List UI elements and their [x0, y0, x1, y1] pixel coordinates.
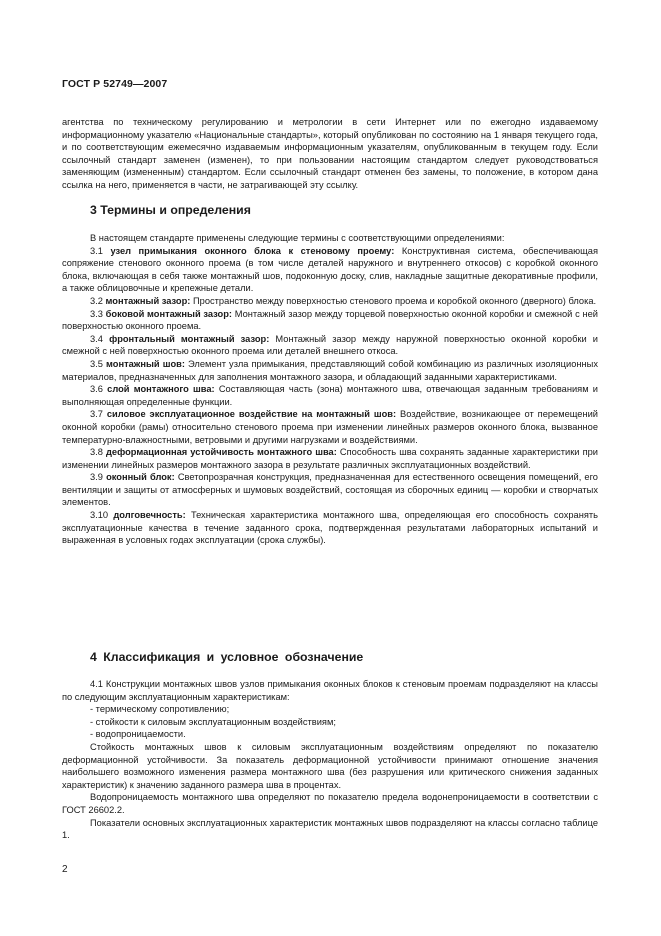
section-4-body	[62, 678, 598, 842]
section-4-para-2: Стойкость монтажных швов к силовым эксплуатационным воздействиям определяют по показателю деформационной устойчивости. За показатель деформационной устойчивости принимают отношение значения наибольшего возможного изменения размера монтажного шва (без разрушения или критического снижения заданных характеристик) к значению заданного размера шва в процентах.	[62, 741, 598, 790]
section-3-body	[62, 232, 598, 547]
term-definition	[62, 333, 598, 358]
section-3-heading: 3 Термины и определения	[90, 203, 251, 217]
term-name: монтажный шов:	[106, 358, 185, 369]
section-3-lead: В настоящем стандарте применены следующие термины с соответствующими определениями:	[90, 233, 505, 243]
term-number: 3.6	[90, 384, 103, 395]
term-number: 3.8	[90, 447, 103, 458]
term-definition	[62, 308, 598, 333]
page-number: 2	[62, 864, 68, 875]
intro-text: агентства по техническому регулированию и метрологии в сети Интернет или по ежегодно издаваемому информационному указателю «Национальные стандарты», который опубликован по состоянию на 1 января текущего года, и по соответствующим ежемесячно издаваемым информационным указателям, опубликованным в текущем году. Если ссылочный стандарт заменен (изменен), то при пользовании настоящим стандартом следует руководствоваться заменяющим (измененным) стандартом. Если ссылочный стандарт отменен без замены, то положение, в котором дана ссылка на него, применяется в части, не затрагивающей эту ссылку.	[62, 117, 598, 190]
list-item: - термическому сопротивлению;	[90, 704, 230, 715]
term-definition	[62, 408, 598, 446]
term-name: фронтальный монтажный зазор:	[109, 333, 270, 344]
term-text: Способность шва сохранять заданные характеристики при изменении линейных размеров монтажного зазора в результате различных эксплуатационных воздействий.	[62, 447, 598, 470]
term-name: оконный блок:	[106, 472, 175, 483]
term-number: 3.1	[90, 245, 103, 256]
term-definition	[62, 509, 598, 547]
term-number: 3.9	[90, 472, 103, 483]
term-name: узел примыкания оконного блока к стеновому проему:	[110, 245, 395, 256]
term-text: Составляющая часть (зона) монтажного шва, отвечающая заданным требованиям и выполняющая определенные функции.	[62, 384, 598, 407]
section-4-heading	[90, 650, 363, 664]
term-name: деформационная устойчивость монтажного шва:	[106, 447, 337, 458]
term-number: 3.10	[90, 510, 109, 521]
term-number: 3.7	[90, 409, 103, 420]
term-name: слой монтажного шва:	[107, 384, 215, 395]
list-item: - стойкости к силовым эксплуатационным воздействиям;	[90, 716, 336, 727]
term-definition	[62, 295, 598, 308]
term-number: 3.5	[90, 358, 103, 369]
term-text: Воздействие, возникающее от перемещений оконной коробки (рамы) относительно стенового проема при изменении линейных размеров оконного блока, вызванное температурно-влажностными, ветровыми и другими нагрузками и воздействиями.	[62, 409, 598, 445]
term-number: 3.3	[90, 308, 103, 319]
term-number: 3.2	[90, 295, 103, 306]
term-definition	[62, 446, 598, 471]
section-4-para-1: 4.1 Конструкции монтажных швов узлов примыкания оконных блоков к стеновым проемам подразделяют на классы по следующим эксплуатационным характеристикам:	[62, 679, 598, 702]
term-text: Пространство между поверхностью стенового проема и коробкой оконного (дверного) блока.	[192, 295, 597, 306]
term-definition	[62, 383, 598, 408]
term-text: Светопрозрачная конструкция, предназначенная для естественного освещения помещений, его вентиляции и защиты от атмосферных и шумовых воздействий, состоящая из сборочных единиц — коробки и створчатых элементов.	[62, 472, 598, 508]
term-name: силовое эксплуатационное воздействие на монтажный шов:	[106, 409, 397, 420]
section-4-para-3: Водопроницаемость монтажного шва определяют по показателю предела водонепроницаемости в соответствии с ГОСТ 26602.2.	[62, 792, 598, 815]
terms-list	[62, 245, 598, 547]
term-text: Конструктивная система, обеспечивающая сопряжение стенового оконного проема (в том числе деталей наружного и внутреннего откосов) с коробкой оконного блока, включающая в себя также монтажный шов, подоконную доску, слив, накладные защитные декоративные профили, а также облицовочные и крепежные детали.	[62, 245, 598, 294]
term-name: боковой монтажный зазор:	[105, 308, 233, 319]
term-text: Элемент узла примыкания, представляющий собой комбинацию из различных изоляционных материалов, предназначенных для заполнения монтажного зазора, и обладающий заданными характеристиками.	[62, 358, 598, 382]
term-name: монтажный зазор:	[105, 295, 191, 306]
list-item: - водопроницаемости.	[90, 729, 186, 740]
term-text: Монтажный зазор между наружной поверхностью оконной коробки и смежной с ней поверхностью оконного проема или деталей внешнего откоса.	[62, 333, 598, 357]
term-definition	[62, 358, 598, 383]
term-definition	[62, 245, 598, 295]
term-number: 3.4	[90, 333, 103, 344]
section-4-para-4: Показатели основных эксплуатационных характеристик монтажных швов подразделяют на классы согласно таблице 1.	[62, 817, 598, 841]
section-4-title: 4 Классификация и условное обозначение	[90, 650, 364, 664]
term-name: долговечность:	[113, 510, 186, 521]
intro-paragraph	[62, 116, 598, 192]
document-header: ГОСТ Р 52749—2007	[62, 78, 168, 90]
term-text: Монтажный зазор между торцевой поверхностью оконной коробки и смежной с ней поверхностью оконного проема.	[62, 308, 598, 332]
term-text: Техническая характеристика монтажного шва, определяющая его способность сохранять эксплуатационные качества в течение заданного срока, подтвержденная результатами лабораторных испытаний и выраженная в условных годах эксплуатации (срока службы).	[62, 510, 598, 546]
term-definition	[62, 471, 598, 509]
